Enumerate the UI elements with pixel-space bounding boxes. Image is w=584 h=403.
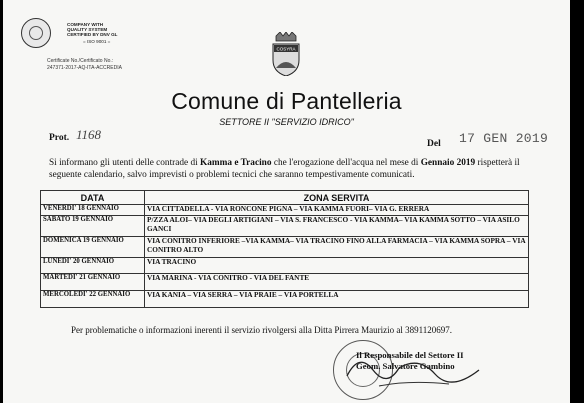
document-page (3, 0, 570, 403)
signer-role: Il Responsabile del Settore II (356, 350, 464, 360)
table-row (41, 216, 529, 237)
handwritten-signature-icon (339, 346, 519, 396)
certification-logo (17, 8, 177, 78)
department-subtitle: SETTORE II "SERVIZIO IDRICO" (219, 117, 354, 127)
row-zone: VIA CITTADELLA - VIA RONCONE PIGNA – VIA KAMMA FUORI– VIA G. ERRERA (145, 205, 529, 216)
table-row (41, 291, 529, 308)
cert-number: 247371-2017-AQ-ITA-ACCREDIA (47, 65, 122, 71)
row-zone: P/ZZA ALOI– VIA DEGLI ARTIGIANI – VIA S. FRANCESCO - VIA KAMMA– VIA KAMMA SOTTO – VIA ASILO GANCI (145, 216, 529, 237)
intro-text-3: rispetterà il seguente calendario, salvo imprevisti o problemi tecnici che saranno tempestivamente comunicati. (49, 158, 520, 180)
row-date: MERCOLEDI' 22 GENNAIO (41, 291, 145, 308)
intro-text-2: che l'erogazione dell'acqua nel mese di (271, 158, 421, 168)
row-zone: VIA KANIA – VIA SERRA – VIA PRAIE – VIA PORTELLA (145, 291, 529, 308)
contact-note: Per problematiche o informazioni inerenti il servizio rivolgersi alla Ditta Pirrera Maurizio al 3891120697. (71, 325, 453, 335)
row-date: MARTEDI' 21 GENNAIO (41, 274, 145, 291)
table-row (41, 205, 529, 216)
table-row (41, 237, 529, 258)
municipal-crest-icon (269, 32, 303, 76)
crest-label: COSYRA (276, 46, 296, 52)
protocol-number: 1168 (76, 127, 102, 142)
row-date: LUNEDI' 20 GENNAIO (41, 258, 145, 274)
cert-line-4: = ISO 9001 = (83, 39, 111, 44)
protocol-label: Prot. (49, 133, 70, 143)
row-zone: VIA MARINA - VIA CONITRO - VIA DEL FANTE (145, 274, 529, 291)
cert-line-1: COMPANY WITH (67, 22, 104, 27)
row-date: VENERDI' 18 GENNAIO (41, 205, 145, 216)
row-date: SABATO 19 GENNAIO (41, 216, 145, 237)
cert-number-label: Certificate No./Certificato No.: (47, 58, 114, 64)
signer-name: Geom. Salvatore Gambino (356, 361, 455, 371)
column-header-zone: ZONA SERVITA (145, 191, 529, 205)
table-header-row (41, 191, 529, 205)
date-label: Del (427, 139, 441, 149)
intro-paragraph (49, 157, 543, 181)
date-stamp: 17 GEN 2019 (459, 131, 549, 146)
dnv-gl-badge-icon (21, 18, 51, 48)
row-zone: VIA TRACINO (145, 258, 529, 274)
row-zone: VIA CONITRO INFERIORE –VIA KAMMA– VIA TRACINO FINO ALLA FARMACIA – VIA KAMMA SOPRA – VIA CONITRO ALTO (145, 237, 529, 258)
intro-month: Gennaio 2019 (420, 158, 476, 168)
table-row (41, 258, 529, 274)
schedule-table (40, 190, 529, 308)
cert-line-3: CERTIFIED BY DNV GL (67, 32, 118, 37)
row-date: DOMENICA 19 GENNAIO (41, 237, 145, 258)
cert-line-2: QUALITY SYSTEM (67, 27, 108, 32)
page-title: Comune di Pantelleria (171, 88, 402, 114)
column-header-date: DATA (41, 191, 145, 205)
intro-places: Kamma e Tracino (200, 158, 272, 168)
table-row (41, 274, 529, 291)
intro-text-1: Si informano gli utenti delle contrade di (49, 158, 201, 168)
